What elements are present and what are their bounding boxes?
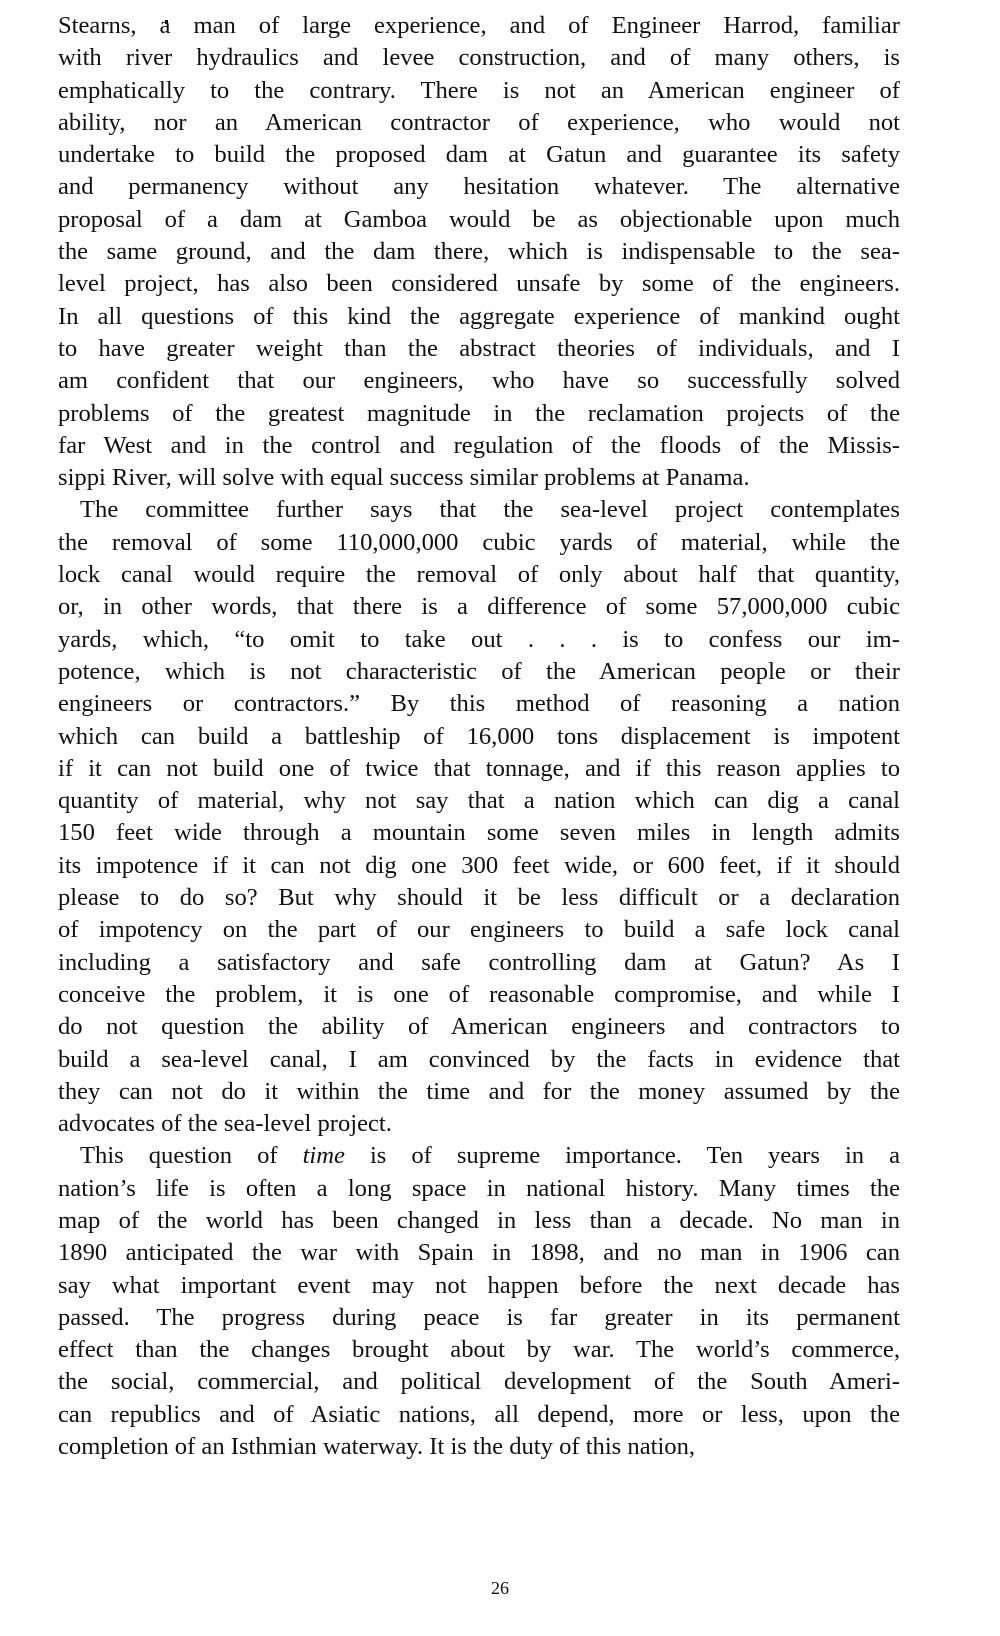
text-line: 150 feet wide through a mountain some seven miles in length admits bbox=[58, 819, 900, 847]
text-line: the social, commercial, and political development of the South Ameri- bbox=[58, 1368, 900, 1396]
text-line: far West and in the control and regulation of the floods of the Missis- bbox=[58, 431, 900, 459]
text-line: build a sea-level canal, I am convinced by the facts in evidence that bbox=[58, 1045, 900, 1073]
text-line: with river hydraulics and levee construction, and of many others, is bbox=[58, 44, 900, 72]
text-line: undertake to build the proposed dam at Gatun and guarantee its safety bbox=[58, 141, 900, 169]
text-line: its impotence if it can not dig one 300 feet wide, or 600 feet, if it should bbox=[58, 851, 900, 879]
text-line: completion of an Isthmian waterway. It is the duty of this nation, bbox=[58, 1433, 696, 1461]
text-line: nation’s life is often a long space in national history. Many times the bbox=[58, 1174, 900, 1202]
text-line: which can build a battleship of 16,000 tons displacement is impotent bbox=[58, 722, 900, 750]
text-line: the removal of some 110,000,000 cubic yards of material, while the bbox=[58, 528, 900, 556]
text-line: if it can not build one of twice that tonnage, and if this reason applies to bbox=[58, 754, 900, 782]
text-line: 1890 anticipated the war with Spain in 1898, and no man in 1906 can bbox=[58, 1239, 900, 1267]
text-line: ability, nor an American contractor of experience, who would not bbox=[58, 108, 900, 136]
text-line: engineers or contractors.” By this method of reasoning a nation bbox=[58, 690, 900, 718]
text-line: conceive the problem, it is one of reasonable compromise, and while I bbox=[58, 980, 900, 1008]
text-line: of impotency on the part of our engineers to build a safe lock canal bbox=[58, 916, 900, 944]
text-line: advocates of the sea-level project. bbox=[58, 1110, 392, 1138]
text-line: Stearns, a man of large experience, and of Engineer Harrod, familiar bbox=[58, 12, 900, 39]
page-number: 26 bbox=[491, 1578, 509, 1598]
text-line: emphatically to the contrary. There is not an American engineer of bbox=[58, 76, 900, 104]
body-text bbox=[58, 10, 900, 1463]
text-line: sippi River, will solve with equal success similar problems at Panama. bbox=[58, 464, 750, 492]
text-line: or, in other words, that there is a difference of some 57,000,000 cubic bbox=[58, 593, 900, 621]
text-line: quantity of material, why not say that a nation which can dig a canal bbox=[58, 787, 900, 815]
text-line: level project, has also been considered unsafe by some of the engineers. bbox=[58, 270, 900, 298]
text-line: This question of time is of supreme importance. Ten years in a bbox=[80, 1142, 900, 1170]
text-line: please to do so? But why should it be less difficult or a declaration bbox=[58, 884, 900, 912]
paragraph bbox=[58, 494, 900, 1140]
text-line: the same ground, and the dam there, which is indispensable to the sea- bbox=[58, 238, 900, 266]
text-line: they can not do it within the time and for the money assumed by the bbox=[58, 1077, 900, 1105]
text-line: proposal of a dam at Gamboa would be as objectionable upon much bbox=[58, 205, 900, 233]
text-line: including a satisfactory and safe controlling dam at Gatun? As I bbox=[58, 948, 900, 976]
text-line: to have greater weight than the abstract theories of individuals, and I bbox=[58, 334, 900, 362]
text-line: do not question the ability of American engineers and contractors to bbox=[58, 1013, 900, 1041]
text-line: The committee further says that the sea-level project contemplates bbox=[80, 496, 900, 524]
text-line: can republics and of Asiatic nations, all depend, more or less, upon the bbox=[58, 1400, 900, 1428]
text-line: lock canal would require the removal of only about half that quantity, bbox=[58, 561, 900, 589]
text-line: problems of the greatest magnitude in the reclamation projects of the bbox=[58, 399, 900, 427]
text-line: and permanency without any hesitation whatever. The alternative bbox=[58, 173, 900, 201]
text-line: In all questions of this kind the aggregate experience of mankind ought bbox=[58, 302, 900, 330]
text-line: say what important event may not happen before the next decade has bbox=[58, 1271, 900, 1299]
text-line: effect than the changes brought about by war. The world’s commerce, bbox=[58, 1336, 900, 1364]
paragraph bbox=[58, 1140, 900, 1463]
text-line: potence, which is not characteristic of the American people or their bbox=[58, 657, 900, 685]
paragraph bbox=[58, 10, 900, 494]
text-line: map of the world has been changed in less than a decade. No man in bbox=[58, 1206, 900, 1234]
text-line: yards, which, “to omit to take out . . . is to confess our im- bbox=[58, 625, 900, 653]
text-line: am confident that our engineers, who have so successfully solved bbox=[58, 367, 900, 395]
text-line: passed. The progress during peace is far greater in its permanent bbox=[58, 1303, 900, 1331]
